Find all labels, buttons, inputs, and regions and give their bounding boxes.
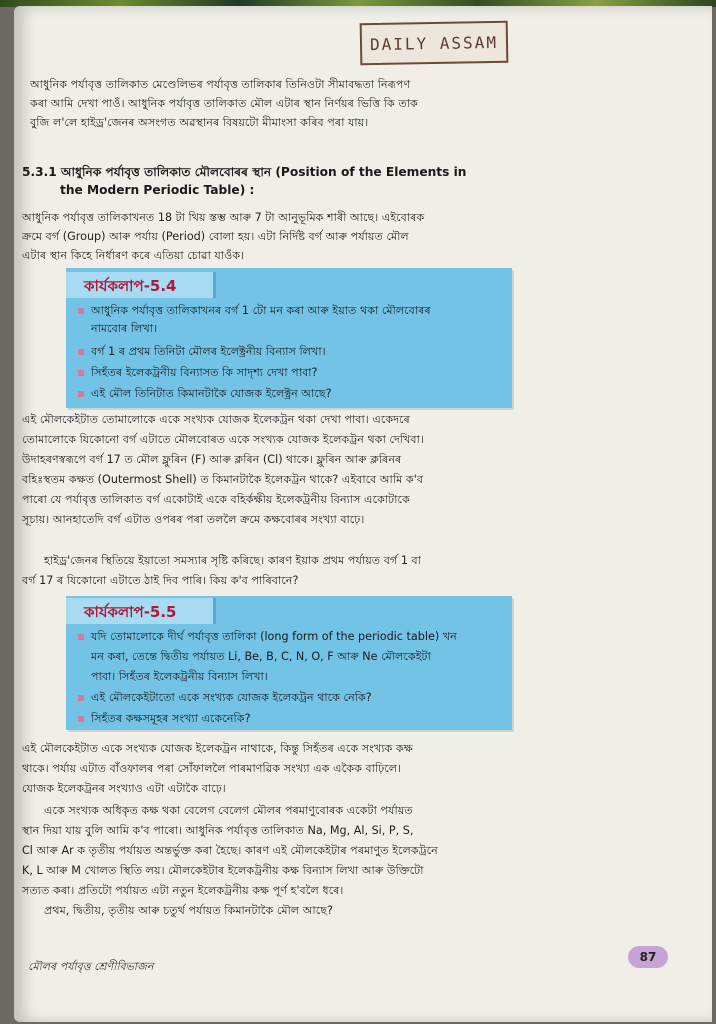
paragraph-5 [22,740,520,800]
text-line: সূচায়। আনহাতেদি বৰ্গ এটাত ওপৰৰ পৰা তললৈ ক্ৰমে কক্ষবোৰৰ সংখ্যা বাঢ়ে। [22,513,365,526]
activity-title: কাৰ্যকলাপ-5.5 [66,598,216,624]
textbook-page [14,6,712,1022]
section-heading-line: the Modern Periodic Table) : [60,183,255,197]
bullet-icon [78,370,84,376]
activity-item: সিহঁতৰ কক্ষসমূহৰ সংখ্যা একেনেকি? [78,710,508,729]
watermark-stamp: DAILY ASSAM [360,21,509,66]
activity-item: এই মৌলকেইটাতো একে সংখ্যক যোজক ইলেকট্ৰন থাকে নেকি? [78,689,508,708]
activity-item-continuation: মন কৰা, তেন্তে দ্বিতীয় পৰ্যায়ত Li, Be, B, C, N, O, F আৰু Ne মৌলকেইটা [91,650,431,663]
text-line: সত্যত কৰা। প্ৰতিটো পৰ্যায়ত এটা নতুন ইলেকট্ৰনীয় কক্ষ পূৰ্ণ হ'বলৈ ধৰে। [22,884,344,897]
text-line: প্ৰথম, দ্বিতীয়, তৃতীয় আৰু চতুৰ্থ পৰ্যায়ত কিমানটাকৈ মৌল আছে? [44,904,333,917]
text-line: এই মৌলকেইটাত তোমালোকে একে সংখ্যক যোজক ইলেকট্ৰন থকা দেখা পাবা। একেদৰে [22,413,410,426]
activity-item-continuation: পাবা। সিহঁতৰ ইলেকট্ৰনীয় বিন্যাস লিখা। [91,670,268,683]
activity-box-5-5 [66,596,512,730]
activity-item: সিহঁতৰ ইলেকট্ৰনীয় বিন্যাসত কি সাদৃশ্য দেখা পাবা? [78,364,508,383]
activity-item: বৰ্গ 1 ৰ প্ৰথম তিনিটা মৌলৰ ইলেক্ট্ৰনীয় বিন্যাস লিখা। [78,343,508,362]
bullet-icon [78,695,84,701]
text-line: ক্ৰমে বৰ্গ (Group) আৰু পৰ্যায় (Period) বোলা হয়। এটা নিৰ্দিষ্ট বৰ্গ আৰু পৰ্যায়ত মৌল [22,230,409,243]
activity-box-5-4 [66,268,512,408]
text-line: হাইড্ৰ'জেনৰ স্থিতিয়ে ইয়াতো সমস্যাৰ সৃষ্টি কৰিছে। কাৰণ ইয়াক প্ৰথম পৰ্যায়ত বৰ্গ 1 বা [44,554,422,567]
paragraph-4 [22,552,520,592]
paragraph-3 [22,411,520,531]
text-line: বৰ্গ 17 ৰ যিকোনো এটাতে ঠাই দিব পাৰি। কিয় ক'ব পাৰিবানে? [22,574,299,587]
text-line: পাৰো যে পৰ্যাবৃত্ত তালিকাত বৰ্গ একোটাই একে বহিৰ্কক্ষীয় ইলেকট্ৰনীয় বিন্যাস একোটাকে [22,493,410,506]
text-line: K, L আৰু M খোলত স্থিতি লয়। মৌলকেইটাৰ ইলেকট্ৰনীয় কক্ষ বিন্যাস লিখা আৰু উক্তিটো [22,864,424,877]
text-line: একে সংখ্যক অধিকৃত কক্ষ থকা বেলেগ বেলেগ মৌলৰ পৰমাণুবোৰক একেটা পৰ্যায়ত [44,804,413,817]
bullet-icon [78,349,84,355]
bullet-icon [78,391,84,397]
text-line: Cl আৰু Ar ক তৃতীয় পৰ্যায়ত অন্তৰ্ভুক্ত কৰা হৈছে। কাৰণ এই মৌলকেইটাৰ পৰমাণুত ইলেকট্ৰনে [22,844,438,857]
paragraph-1 [30,76,520,136]
bullet-icon [78,716,84,722]
activity-item-continuation: নামবোৰ লিখা। [91,322,158,335]
text-line: এই মৌলকেইটাত একে সংখ্যক যোজক ইলেকট্ৰন নাথাকে, কিন্তু সিহঁতৰ একে সংখ্যক কক্ষ [22,742,413,755]
paragraph-6 [22,802,520,924]
text-line: যোজক ইলেকট্ৰনৰ সংখ্যাও এটা এটাকৈ বাঢ়ে। [22,782,226,795]
text-line: স্থান দিয়া যায় বুলি আমি ক'ব পাৰো। আধুনিক পৰ্যাবৃত্ত তালিকাত Na, Mg, Al, Si, P, S, [22,824,414,837]
text-line: কৰা আমি দেখা পাওঁ। আধুনিক পৰ্যাবৃত্ত তালিকাত মৌল এটাৰ স্থান নিৰ্ণয়ৰ ভিত্তি কি তাক [30,97,418,110]
section-heading [22,164,520,204]
text-line: থাকে। পৰ্যায় এটাত বাঁওফালৰ পৰা সোঁফাললৈ পাৰমাণৱিক সংখ্যা এক একৈক বাঢ়িলে। [22,762,402,775]
activity-item: যদি তোমালোকে দীৰ্ঘ পৰ্যাবৃত্ত তালিকা (long form of the periodic table) খন [78,628,508,647]
chapter-footer: মৌলৰ পৰ্যাবৃত্ত শ্ৰেণীবিভাজন [28,960,154,973]
bullet-icon [78,308,84,314]
text-line: আধুনিক পৰ্যাবৃত্ত তালিকাখনত 18 টা থিয় স্তম্ভ আৰু 7 টা আনুভূমিক শাৰী আছে। এইবোৰক [22,211,425,224]
activity-item: আধুনিক পৰ্যাবৃত্ত তালিকাখনৰ বৰ্গ 1 টো মন কৰা আৰু ইয়াত থকা মৌলবোৰৰ [78,302,508,321]
text-line: তোমালোকে যিকোনো বৰ্গ এটাতে মৌলবোৰত একে সংখ্যক যোজক ইলেকট্ৰন থকা দেখিবা। [22,433,424,446]
text-line: আধুনিক পৰ্যাবৃত্ত তালিকাত মেণ্ডেলিভৰ পৰ্যাবৃত্ত তালিকাৰ তিনিওটা সীমাবদ্ধতা নিৰূপণ [30,78,411,91]
text-line: উদাহৰণস্বৰূপে বৰ্গ 17 ত মৌল ফ্লুৰিন (F) আৰু ক্লৰিন (Cl) থাকে। ফ্লুৰিন আৰু ক্লৰিনৰ [22,453,402,466]
page-number-badge: 87 [628,946,668,968]
activity-title: কাৰ্যকলাপ-5.4 [66,272,216,298]
text-line: বহিঃস্থতম কক্ষত (Outermost Shell) ত কিমানটাকৈ ইলেকট্ৰন থাকে? এইবাবে আমি ক'ব [22,473,424,486]
text-line: এটাৰ স্থান কিহে নিৰ্ধাৰণ কৰে এতিয়া চোৱা যাওঁক। [22,249,245,262]
section-heading-line: 5.3.1 আধুনিক পৰ্যাবৃত্ত তালিকাত মৌলবোৰৰ স্থান (Position of the Elements in [22,165,467,179]
activity-item: এই মৌল তিনিটাত কিমানটাকৈ যোজক ইলেক্ট্ৰন আছে? [78,385,508,404]
text-line: বুজি ল'লে হাইড্ৰ'জেনৰ অসংগত অৱস্থানৰ বিষয়টো মীমাংসা কৰিব পৰা যায়। [30,116,369,129]
bullet-icon [78,634,84,640]
paragraph-2 [22,209,520,269]
